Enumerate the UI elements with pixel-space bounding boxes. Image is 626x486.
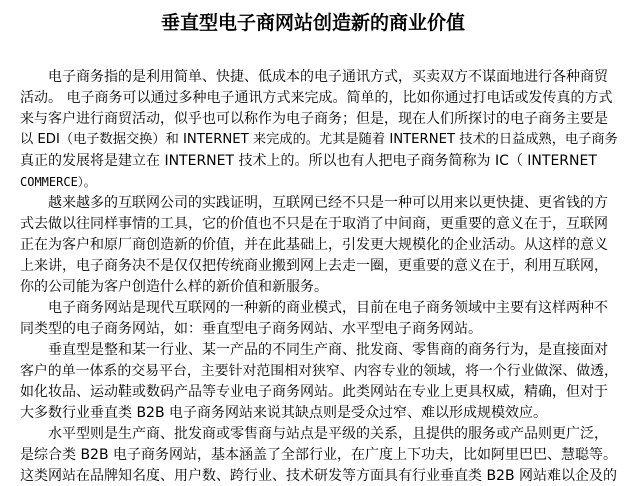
text-line: 同类型的电子商务网站，如：垂直型电子商务网站、水平型电子商务网站。	[20, 321, 482, 337]
text-line: 活动。 电子商务可以通过多种电子通讯方式来完成。简单的，比如你通过打电话或发传真的方式	[20, 90, 613, 106]
text-line: COMMERCE）。	[20, 175, 96, 189]
text-line: 客户的单一体系的交易平台，主要针对范围相对狭窄、内容专业的领域，将一个行业做深、做透，	[20, 363, 618, 379]
text-line: 大多数行业垂直类 B2B 电子商务网站来说其缺点则是受众过窄、难以形成规模效应。	[20, 405, 548, 421]
text-line: 电子商务指的是利用简单、快捷、低成本的电子通讯方式，买卖双方不谋面地进行各种商贸	[48, 69, 608, 85]
text-line: 电子商务网站是现代互联网的一种新的商业模式，目前在电子商务领域中主要有这样两种不	[48, 300, 608, 316]
text-line: 这类网站在品牌知名度、用户数、跨行业、技术研发等方面具有行业垂直类 B2B 网站难以企及的	[20, 468, 618, 484]
text-line: 是综合类 B2B 电子商务网站，基本涵盖了全部行业，在广度上下功夫，比如阿里巴巴、慧聪等。	[20, 447, 618, 463]
document-title: 垂直型电子商网站创造新的商业价值	[160, 12, 465, 34]
text-line: 如化妆品、运动鞋或数码产品等专业电子商务网站。此类网站在专业上更具权威，精确，但对于	[20, 384, 608, 400]
text-line: 水平型则是生产商、批发商或零售商与站点是平级的关系，且提供的服务或产品则更广泛，	[48, 426, 608, 442]
text-line: 以 EDI（电子数据交换）和 INTERNET 来完成的。尤其是随着 INTERNET 技术的日益成熟，电子商务	[20, 132, 618, 147]
text-line: 真正的发展将是建立在 INTERNET 技术上的。所以也有人把电子商务简称为 IC（ INTERNET	[20, 153, 597, 169]
text-line: 你的公司能为客户创造什么样的新价值和新服务。	[20, 279, 328, 295]
text-line: 正在为客户和原厂商创造新的价值，并在此基础上，引发更大规模化的企业活动。从这样的意义	[20, 237, 608, 253]
text-line: 垂直型是整和某一行业、某一产品的不同生产商、批发商、零售商的商务行为，是直接面对	[48, 342, 608, 358]
text-line: 式去做以往同样事情的工具，它的价值也不只是在于取消了中间商，更重要的意义在于，互联网	[20, 216, 608, 232]
text-line: 来与客户进行商贸活动，似乎也可以称作为电子商务；但是，现在人们所探讨的电子商务主要是	[20, 111, 608, 127]
text-line: 上来讲，电子商务决不是仅仅把传统商业搬到网上去走一圈，更重要的意义在于，利用互联网，	[20, 258, 608, 274]
text-line: 越来越多的互联网公司的实践证明，互联网已经不只是一种可以用来以更快捷、更省钱的方	[48, 195, 608, 211]
